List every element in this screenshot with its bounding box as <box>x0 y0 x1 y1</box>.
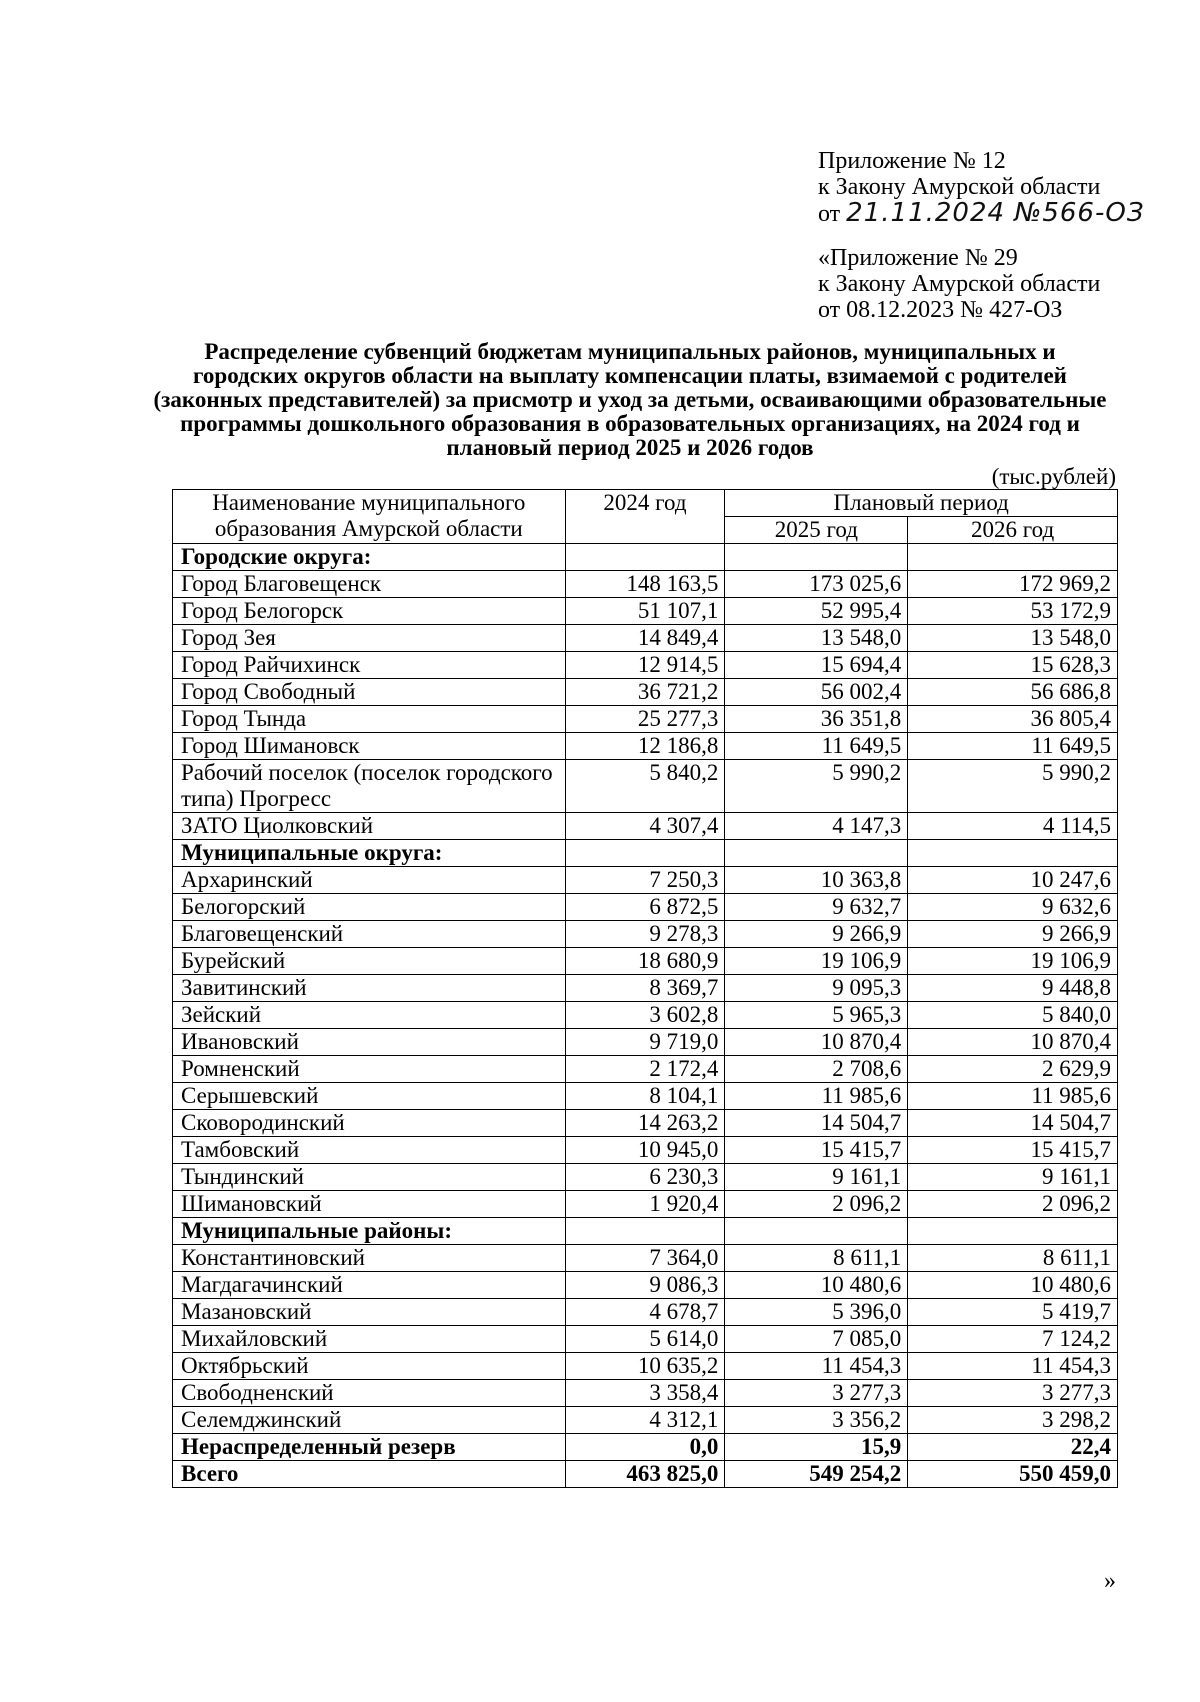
cell-2026: 22,4 <box>908 1434 1118 1461</box>
cell-2025: 3 356,2 <box>725 1407 908 1434</box>
appendix-12-date-line <box>818 200 1144 227</box>
table-row <box>173 598 1118 625</box>
section-title: Городские округа: <box>173 544 566 571</box>
cell-2025: 2 096,2 <box>725 1191 908 1218</box>
cell-name: Зейский <box>173 1002 566 1029</box>
cell-2024: 36 721,2 <box>565 679 725 706</box>
cell-2024: 12 914,5 <box>565 652 725 679</box>
units-label: (тыс.рублей) <box>991 464 1116 489</box>
cell-name: Бурейский <box>173 948 566 975</box>
cell-2025: 11 985,6 <box>725 1083 908 1110</box>
cell-2024: 1 920,4 <box>565 1191 725 1218</box>
header-2025: 2025 год <box>725 517 908 544</box>
cell-2024: 148 163,5 <box>565 571 725 598</box>
cell-name: Город Шимановск <box>173 733 566 760</box>
empty-cell <box>908 840 1118 867</box>
appendix-12-title: Приложение № 12 <box>818 148 1006 174</box>
cell-2026: 14 504,7 <box>908 1110 1118 1137</box>
table-row <box>173 1353 1118 1380</box>
cell-name: Тамбовский <box>173 1137 566 1164</box>
cell-2026: 7 124,2 <box>908 1326 1118 1353</box>
total-row <box>173 1461 1118 1488</box>
cell-2024: 4 307,4 <box>565 813 725 840</box>
cell-2024: 8 104,1 <box>565 1083 725 1110</box>
cell-2026: 15 415,7 <box>908 1137 1118 1164</box>
cell-2024: 8 369,7 <box>565 975 725 1002</box>
table-row <box>173 1299 1118 1326</box>
appendix-29-law: к Закону Амурской области <box>818 271 1101 297</box>
cell-name: Архаринский <box>173 867 566 894</box>
cell-2025: 7 085,0 <box>725 1326 908 1353</box>
cell-name: Ивановский <box>173 1029 566 1056</box>
cell-2025: 2 708,6 <box>725 1056 908 1083</box>
header-2024: 2024 год <box>565 490 725 544</box>
table-row <box>173 652 1118 679</box>
table-row <box>173 921 1118 948</box>
cell-2025: 15,9 <box>725 1434 908 1461</box>
cell-2025: 52 995,4 <box>725 598 908 625</box>
table-row <box>173 1191 1118 1218</box>
table-row <box>173 760 1118 813</box>
empty-cell <box>725 1218 908 1245</box>
cell-name: Михайловский <box>173 1326 566 1353</box>
document-title: Распределение субвенций бюджетам муниципальных районов, муниципальных и городских округов области на выплату компенсации платы, взимаемой с родителей (законных представителей) за присмотр и уход за детьми, осваивающими образовательные программы дошкольного образования в образовательных организациях, на 2024 год и плановый период 2025 и 2026 годов <box>153 339 1107 460</box>
empty-cell <box>565 544 725 571</box>
cell-name: Ромненский <box>173 1056 566 1083</box>
cell-2025: 9 266,9 <box>725 921 908 948</box>
cell-2024: 3 358,4 <box>565 1380 725 1407</box>
table-row <box>173 1083 1118 1110</box>
table-row <box>173 1029 1118 1056</box>
cell-2026: 550 459,0 <box>908 1461 1118 1488</box>
cell-2026: 9 448,8 <box>908 975 1118 1002</box>
header-2026: 2026 год <box>908 517 1118 544</box>
cell-name: ЗАТО Циолковский <box>173 813 566 840</box>
table-row <box>173 733 1118 760</box>
table-row <box>173 1272 1118 1299</box>
cell-2025: 14 504,7 <box>725 1110 908 1137</box>
table-row <box>173 1326 1118 1353</box>
cell-2025: 4 147,3 <box>725 813 908 840</box>
cell-2024: 463 825,0 <box>565 1461 725 1488</box>
section-header-row <box>173 544 1118 571</box>
empty-cell <box>565 840 725 867</box>
cell-2026: 53 172,9 <box>908 598 1118 625</box>
section-title: Муниципальные округа: <box>173 840 566 867</box>
cell-2024: 3 602,8 <box>565 1002 725 1029</box>
cell-2024: 25 277,3 <box>565 706 725 733</box>
cell-2026: 10 870,4 <box>908 1029 1118 1056</box>
cell-name: Магдагачинский <box>173 1272 566 1299</box>
section-title: Муниципальные районы: <box>173 1218 566 1245</box>
empty-cell <box>725 840 908 867</box>
cell-2024: 9 278,3 <box>565 921 725 948</box>
empty-cell <box>725 544 908 571</box>
cell-2026: 9 632,6 <box>908 894 1118 921</box>
cell-2026: 8 611,1 <box>908 1245 1118 1272</box>
cell-2024: 7 364,0 <box>565 1245 725 1272</box>
cell-2025: 36 351,8 <box>725 706 908 733</box>
cell-2024: 9 719,0 <box>565 1029 725 1056</box>
table-row <box>173 1407 1118 1434</box>
cell-name: Благовещенский <box>173 921 566 948</box>
cell-2025: 549 254,2 <box>725 1461 908 1488</box>
table-row <box>173 1002 1118 1029</box>
cell-2025: 9 161,1 <box>725 1164 908 1191</box>
cell-2026: 11 649,5 <box>908 733 1118 760</box>
section-header-row <box>173 840 1118 867</box>
cell-2024: 6 872,5 <box>565 894 725 921</box>
cell-2026: 9 266,9 <box>908 921 1118 948</box>
cell-2024: 18 680,9 <box>565 948 725 975</box>
cell-2026: 10 247,6 <box>908 867 1118 894</box>
cell-name: Тындинский <box>173 1164 566 1191</box>
cell-2025: 10 870,4 <box>725 1029 908 1056</box>
cell-2024: 12 186,8 <box>565 733 725 760</box>
cell-name: Город Свободный <box>173 679 566 706</box>
cell-2026: 4 114,5 <box>908 813 1118 840</box>
table-row <box>173 1056 1118 1083</box>
table-row <box>173 625 1118 652</box>
table-row <box>173 1380 1118 1407</box>
table-row <box>173 571 1118 598</box>
cell-2026: 11 454,3 <box>908 1353 1118 1380</box>
cell-2025: 56 002,4 <box>725 679 908 706</box>
cell-name: Октябрьский <box>173 1353 566 1380</box>
cell-2026: 172 969,2 <box>908 571 1118 598</box>
cell-name: Нераспределенный резерв <box>173 1434 566 1461</box>
cell-2026: 10 480,6 <box>908 1272 1118 1299</box>
cell-2025: 9 632,7 <box>725 894 908 921</box>
cell-2026: 3 277,3 <box>908 1380 1118 1407</box>
appendix-12-law: к Закону Амурской области <box>818 174 1101 200</box>
cell-2026: 19 106,9 <box>908 948 1118 975</box>
cell-name: Город Тында <box>173 706 566 733</box>
cell-2026: 2 096,2 <box>908 1191 1118 1218</box>
cell-name: Белогорский <box>173 894 566 921</box>
appendix-12-block <box>818 148 1144 227</box>
cell-2024: 5 840,2 <box>565 760 725 813</box>
cell-name: Шимановский <box>173 1191 566 1218</box>
closing-quote: » <box>1104 1568 1116 1594</box>
cell-2026: 36 805,4 <box>908 706 1118 733</box>
cell-2024: 14 849,4 <box>565 625 725 652</box>
cell-2024: 4 312,1 <box>565 1407 725 1434</box>
appendix-29-title: «Приложение № 29 <box>818 245 1018 271</box>
cell-2024: 51 107,1 <box>565 598 725 625</box>
cell-2026: 13 548,0 <box>908 625 1118 652</box>
cell-name: Город Зея <box>173 625 566 652</box>
table-row <box>173 1164 1118 1191</box>
cell-2026: 15 628,3 <box>908 652 1118 679</box>
cell-2025: 15 694,4 <box>725 652 908 679</box>
header-planned-period: Плановый период <box>725 490 1118 517</box>
cell-2024: 9 086,3 <box>565 1272 725 1299</box>
cell-2024: 6 230,3 <box>565 1164 725 1191</box>
cell-2024: 5 614,0 <box>565 1326 725 1353</box>
table-row <box>173 706 1118 733</box>
cell-2025: 3 277,3 <box>725 1380 908 1407</box>
table-row <box>173 948 1118 975</box>
cell-name: Константиновский <box>173 1245 566 1272</box>
cell-2024: 2 172,4 <box>565 1056 725 1083</box>
cell-name: Город Райчихинск <box>173 652 566 679</box>
subvention-table <box>172 489 1118 1488</box>
cell-name: Сковородинский <box>173 1110 566 1137</box>
cell-name: Селемджинский <box>173 1407 566 1434</box>
header-municipality: Наименование муниципального образования Амурской области <box>173 490 566 544</box>
cell-2024: 10 945,0 <box>565 1137 725 1164</box>
cell-2026: 2 629,9 <box>908 1056 1118 1083</box>
section-header-row <box>173 1218 1118 1245</box>
table-row <box>173 894 1118 921</box>
cell-name: Город Благовещенск <box>173 571 566 598</box>
cell-2026: 11 985,6 <box>908 1083 1118 1110</box>
cell-name: Свободненский <box>173 1380 566 1407</box>
appendix-12-date-prefix: от <box>818 201 841 227</box>
cell-2026: 9 161,1 <box>908 1164 1118 1191</box>
cell-2025: 8 611,1 <box>725 1245 908 1272</box>
table-row <box>173 679 1118 706</box>
cell-2025: 173 025,6 <box>725 571 908 598</box>
cell-name: Рабочий поселок (поселок городского типа) Прогресс <box>173 760 566 813</box>
cell-name: Город Белогорск <box>173 598 566 625</box>
cell-2024: 4 678,7 <box>565 1299 725 1326</box>
table-row <box>173 1137 1118 1164</box>
cell-2026: 5 419,7 <box>908 1299 1118 1326</box>
cell-name: Завитинский <box>173 975 566 1002</box>
cell-2025: 10 480,6 <box>725 1272 908 1299</box>
cell-2025: 19 106,9 <box>725 948 908 975</box>
empty-cell <box>565 1218 725 1245</box>
cell-2025: 5 965,3 <box>725 1002 908 1029</box>
table-row <box>173 1245 1118 1272</box>
appendix-29-date: от 08.12.2023 № 427-ОЗ <box>818 297 1063 323</box>
table-header-row <box>173 490 1118 517</box>
cell-2025: 5 990,2 <box>725 760 908 813</box>
cell-2026: 3 298,2 <box>908 1407 1118 1434</box>
cell-2026: 5 840,0 <box>908 1002 1118 1029</box>
cell-2025: 15 415,7 <box>725 1137 908 1164</box>
table-row <box>173 813 1118 840</box>
empty-cell <box>908 544 1118 571</box>
cell-2026: 56 686,8 <box>908 679 1118 706</box>
table-row <box>173 867 1118 894</box>
cell-2026: 5 990,2 <box>908 760 1118 813</box>
appendix-29-block <box>818 245 1100 323</box>
cell-2025: 11 454,3 <box>725 1353 908 1380</box>
cell-2024: 0,0 <box>565 1434 725 1461</box>
reserve-row <box>173 1434 1118 1461</box>
cell-2025: 10 363,8 <box>725 867 908 894</box>
empty-cell <box>908 1218 1118 1245</box>
cell-2025: 13 548,0 <box>725 625 908 652</box>
cell-2025: 9 095,3 <box>725 975 908 1002</box>
cell-2025: 5 396,0 <box>725 1299 908 1326</box>
cell-2025: 11 649,5 <box>725 733 908 760</box>
table-body <box>173 544 1118 1488</box>
table-row <box>173 975 1118 1002</box>
table-row <box>173 1110 1118 1137</box>
handwritten-date-number: 21.11.2024 №566-ОЗ <box>846 198 1145 228</box>
cell-2024: 7 250,3 <box>565 867 725 894</box>
cell-2024: 10 635,2 <box>565 1353 725 1380</box>
cell-name: Мазановский <box>173 1299 566 1326</box>
cell-name: Всего <box>173 1461 566 1488</box>
cell-name: Серышевский <box>173 1083 566 1110</box>
cell-2024: 14 263,2 <box>565 1110 725 1137</box>
